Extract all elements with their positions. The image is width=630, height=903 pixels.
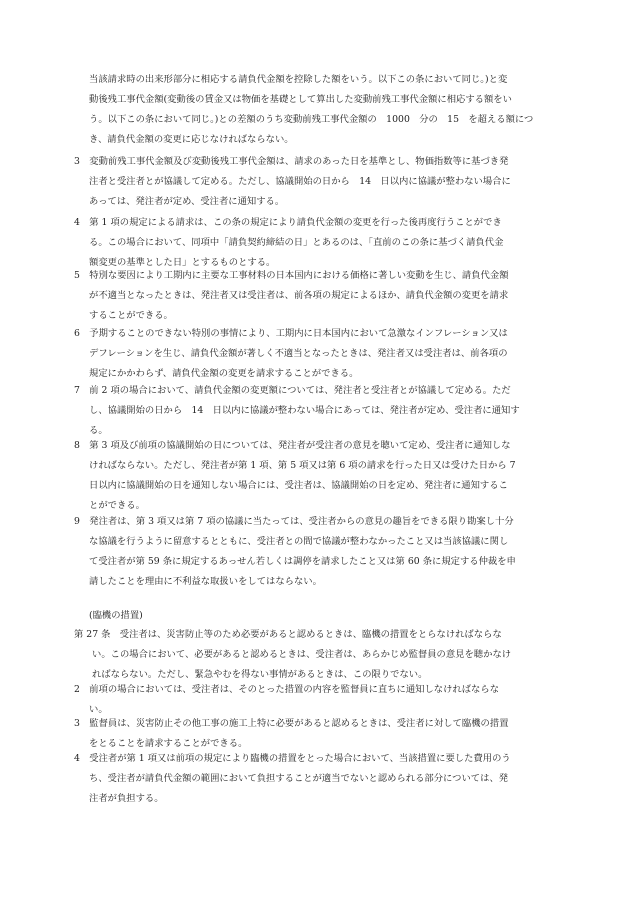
paragraph-line: 注者が負担する。 (89, 793, 164, 804)
paragraph-line: デフレーションを生じ、請負代金額が著しく不適当となったときは、発注者又は受注者は、前各項の (89, 348, 508, 359)
paragraph-line: 額変更の基準とした日」とするものとする。 (89, 257, 276, 268)
paragraph-line: ればならない。ただし、緊急やむを得ない事情があるときは、この限りでない。 (92, 669, 428, 680)
paragraph-line: とができる。 (89, 500, 145, 511)
section-heading: (臨機の措置) (89, 610, 143, 621)
paragraph-line: 9 発注者は、第 3 項又は第 7 項の協議に当たっては、受注者からの意見の趣旨をできる限り勘案し十分 (74, 516, 514, 527)
paragraph-line: い。 (89, 704, 108, 715)
paragraph-line: 第 27 条 受注者は、災害防止等のため必要があると認めるときは、臨機の措置をとらなければならな (74, 629, 502, 640)
paragraph-line: う。以下この条において同じ。)との差額のうち変動前残工事代金額の 1000 分の 15 を超える額につ (89, 114, 534, 125)
paragraph (0, 381, 630, 441)
paragraph-line: 5 特別な要因により工期内に主要な工事材料の日本国内における価格に著しい変動を生じ、請負代金額 (74, 270, 509, 281)
paragraph-line: ち、受注者が請負代金額の範囲において負担することが適当でないと認められる部分については、発 (89, 773, 509, 784)
paragraph-line: 規定にかかわらず、請負代金額の変更を請求することができる。 (89, 368, 359, 379)
paragraph-line: る。 (89, 425, 108, 436)
paragraph-line: 当該請求時の出来形部分に相応する請負代金額を控除した額をいう。以下この条において同じ。)と変 (89, 74, 508, 85)
paragraph-line: 3 監督員は、災害防止その他工事の施工上特に必要があると認めるときは、受注者に対して臨機の措置 (74, 718, 509, 729)
paragraph-line: 7 前 2 項の場合において、請負代金額の変更額については、発注者と受注者とが協議して定める。ただ (74, 385, 511, 396)
paragraph-line: る。この場合において、同項中「請負契約締結の日」とあるのは、「直前のこの条に基づく請負代金 (89, 237, 504, 248)
paragraph (0, 70, 630, 150)
paragraph (0, 512, 630, 592)
paragraph-line: 2 前項の場合においては、受注者は、そのとった措置の内容を監督員に直ちに通知しなければならな (74, 684, 500, 695)
paragraph-line: が不適当となったときは、発注者又は受注者は、前各項の規定によるほか、請負代金額の変更を請求 (89, 290, 509, 301)
paragraph-line: 8 第 3 項及び前項の協議開始の日については、発注者が受注者の意見を聴いて定め、受注者に通知しな (74, 440, 511, 451)
paragraph-line: 日以内に協議開始の日を通知しない場合には、受注者は、協議開始の日を定め、発注者に通知するこ (89, 480, 508, 491)
paragraph (0, 266, 630, 326)
paragraph (0, 152, 630, 212)
paragraph (0, 714, 630, 754)
paragraph-line: 注者と受注者とが協議して定める。ただし、協議開始の日から 14 日以内に協議が整わない場合に (89, 176, 511, 187)
paragraph-line: をとることを請求することができる。 (89, 738, 248, 749)
paragraph-line: し、協議開始の日から 14 日以内に協議が整わない場合にあっては、発注者が定め、受注者に通知す (89, 405, 520, 416)
paragraph-line: 4 第 1 項の規定による請求は、この条の規定により請負代金額の変更を行った後再度行うことができ (74, 217, 502, 228)
paragraph (0, 749, 630, 809)
paragraph-line: することができる。 (89, 310, 173, 321)
paragraph (0, 324, 630, 384)
paragraph-line: な協議を行うように留意するとともに、受注者との間で協議が整わなかったこと又は当該協議に関し (89, 536, 509, 547)
paragraph-line: き、請負代金額の変更に応じなければならない。 (89, 134, 294, 145)
paragraph (0, 213, 630, 273)
paragraph (0, 625, 630, 685)
paragraph-line: て受注者が第 59 条に規定するあっせん若しくは調停を請求したこと又は第 60 条に規定する仲裁を申 (89, 556, 516, 567)
paragraph-line: 動後残工事代金額(変動後の賃金又は物価を基礎として算出した変動前残工事代金額に相応する額をい (89, 94, 512, 105)
paragraph-line: 6 予期することのできない特別の事情により、工期内に日本国内において急激なインフレーション又は (74, 328, 508, 339)
paragraph (0, 436, 630, 516)
paragraph-line: 3 変動前残工事代金額及び変動後残工事代金額は、請求のあった日を基準とし、物価指数等に基づき発 (74, 156, 509, 167)
paragraph-line: ければならない。ただし、発注者が第 1 項、第 5 項又は第 6 項の請求を行った日又は受けた日から 7 (89, 460, 516, 471)
paragraph-line: 請したことを理由に不利益な取扱いをしてはならない。 (89, 576, 322, 587)
paragraph-line: い。この場合において、必要があると認めるときは、受注者は、あらかじめ監督員の意見を聴かなけ (92, 649, 512, 660)
paragraph-line: あっては、発注者が定め、受注者に通知する。 (89, 196, 285, 207)
paragraph-line: 4 受注者が第 1 項又は前項の規定により臨機の措置をとった場合において、当該措置に要した費用のう (74, 753, 511, 764)
